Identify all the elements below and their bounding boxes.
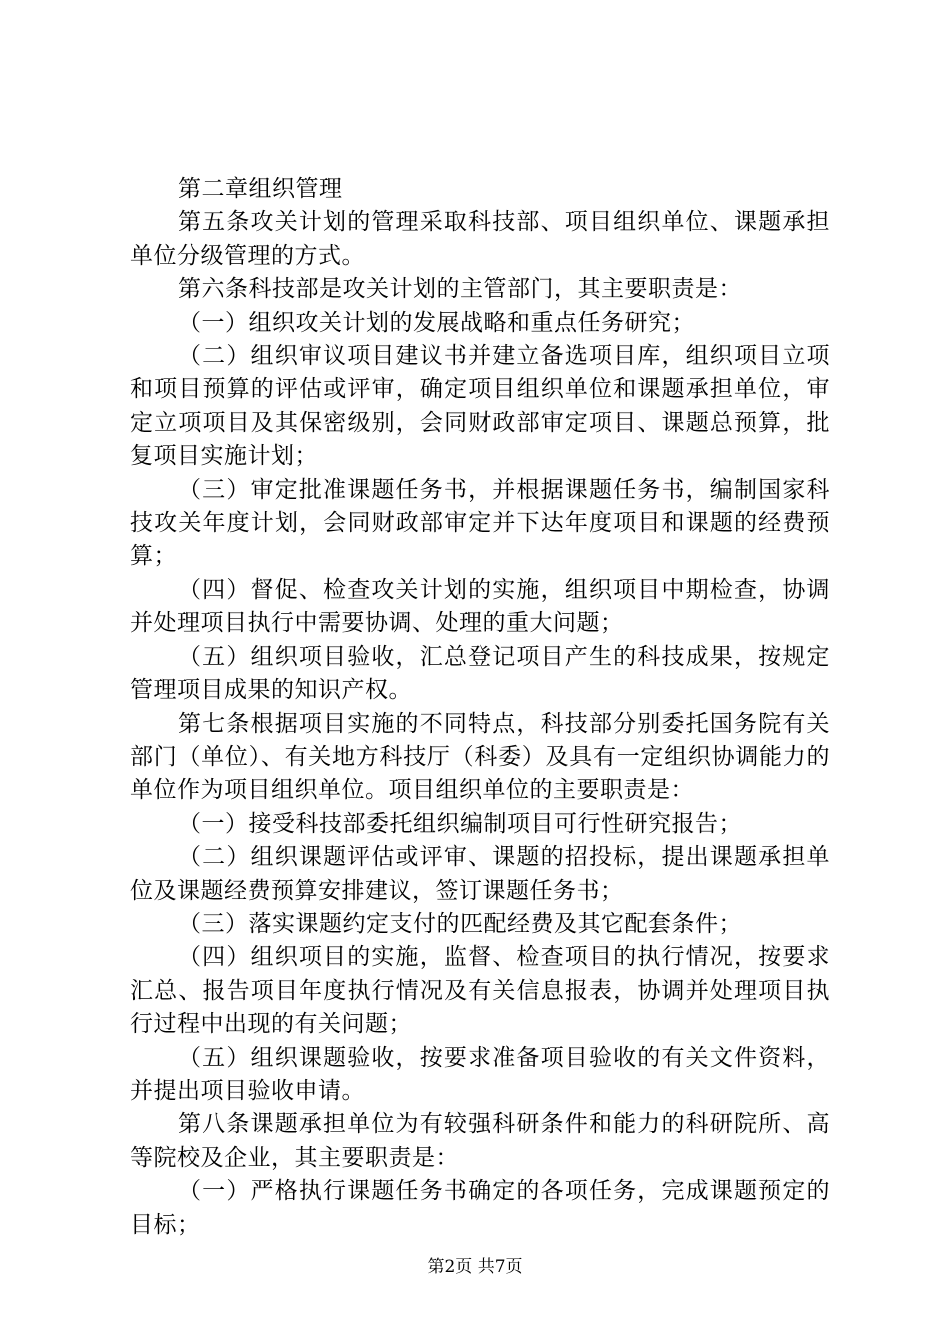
paragraph-article-7: 第七条根据项目实施的不同特点，科技部分别委托国务院有关部门（单位）、有关地方科技厅（科委）及具有一定组织协调能力的单位作为项目组织单位。项目组织单位的主要职责是： bbox=[130, 710, 830, 804]
paragraph-article-6-item-1: （一）组织攻关计划的发展战略和重点任务研究； bbox=[178, 309, 695, 336]
paragraph-article-8: 第八条课题承担单位为有较强科研条件和能力的科研院所、高等院校及企业，其主要职责是： bbox=[130, 1111, 830, 1171]
paragraph-article-6-item-3: （三）审定批准课题任务书，并根据课题任务书，编制国家科技攻关年度计划，会同财政部审定并下达年度项目和课题的经费预算； bbox=[130, 476, 830, 570]
paragraph-article-7-item-5: （五）组织课题验收，按要求准备项目验收的有关文件资料，并提出项目验收申请。 bbox=[130, 1044, 830, 1104]
paragraph-article-6-item-2: （二）组织审议项目建议书并建立备选项目库，组织项目立项和项目预算的评估或评审，确定项目组织单位和课题承担单位，审定立项项目及其保密级别，会同财政部审定项目、课题总预算，批复项目实施计划； bbox=[130, 343, 830, 470]
paragraph-article-7-item-3: （三）落实课题约定支付的匹配经费及其它配套条件； bbox=[178, 910, 742, 937]
paragraph-article-8-item-1: （一）严格执行课题任务书确定的各项任务，完成课题预定的目标； bbox=[130, 1178, 830, 1238]
page-number-footer: 第2页 共7页 bbox=[427, 1257, 523, 1277]
document-body bbox=[130, 173, 830, 1242]
paragraph-article-6: 第六条科技部是攻关计划的主管部门，其主要职责是： bbox=[178, 276, 742, 303]
paragraph-article-6-item-4: （四）督促、检查攻关计划的实施，组织项目中期检查，协调并处理项目执行中需要协调、处理的重大问题； bbox=[130, 576, 830, 637]
paragraph-article-7-item-4: （四）组织项目的实施，监督、检查项目的执行情况，按要求汇总、报告项目年度执行情况及有关信息报表，协调并处理项目执行过程中出现的有关问题； bbox=[130, 944, 830, 1038]
paragraph-article-7-item-1: （一）接受科技部委托组织编制项目可行性研究报告； bbox=[178, 810, 742, 837]
paragraph-article-5: 第五条攻关计划的管理采取科技部、项目组织单位、课题承担单位分级管理的方式。 bbox=[130, 209, 830, 269]
paragraph-chapter-title: 第二章组织管理 bbox=[178, 176, 343, 202]
paragraph-article-7-item-2: （二）组织课题评估或评审、课题的招投标，提出课题承担单位及课题经费预算安排建议，签订课题任务书； bbox=[130, 844, 830, 904]
paragraph-article-6-item-5: （五）组织项目验收，汇总登记项目产生的科技成果，按规定管理项目成果的知识产权。 bbox=[130, 643, 830, 704]
